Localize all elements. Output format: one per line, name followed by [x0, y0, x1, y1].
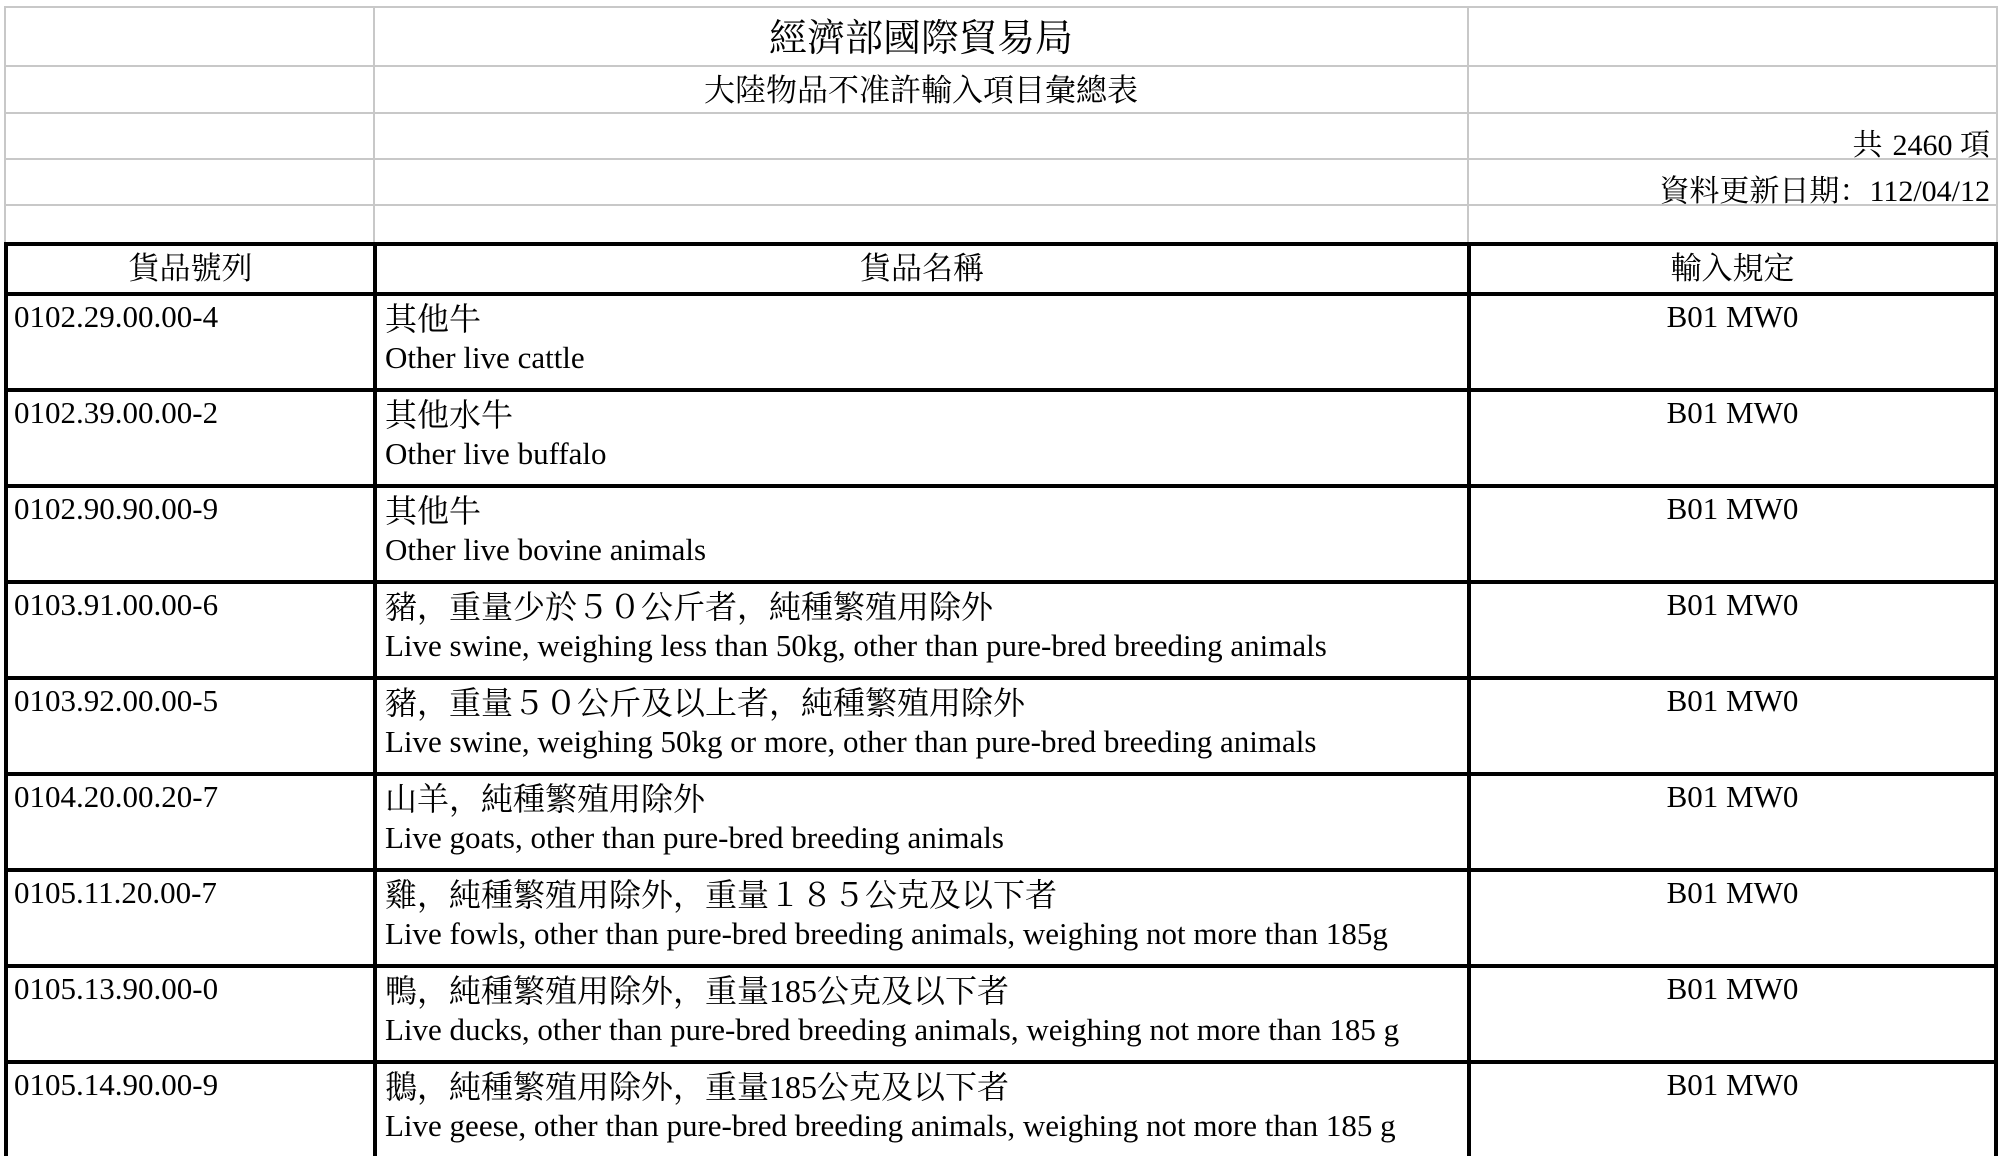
cell-name[interactable] [373, 484, 1467, 580]
cell[interactable] [373, 112, 1467, 158]
updated-row [4, 158, 1998, 208]
column-header-code[interactable]: 貨品號列 [4, 242, 373, 292]
column-header-name[interactable]: 貨品名稱 [373, 242, 1467, 292]
table-row [4, 964, 1998, 1060]
subtitle-row [4, 65, 1998, 112]
goods-table [4, 242, 1998, 1156]
cell[interactable] [373, 204, 1467, 242]
cell-code[interactable] [4, 772, 373, 868]
goods-name-zh: 其他牛 [385, 493, 482, 529]
cell-rule[interactable] [1467, 868, 1998, 964]
cell[interactable] [1467, 6, 1998, 65]
update-label: 資料更新日期： [1659, 175, 1870, 208]
table-row [4, 484, 1998, 580]
page-subtitle: 大陸物品不准許輸入項目彙總表 [704, 73, 1138, 108]
cell-code[interactable] [4, 964, 373, 1060]
table-row [4, 1060, 1998, 1156]
cell[interactable] [1467, 204, 1998, 242]
cell-code[interactable] [4, 676, 373, 772]
cell-name[interactable] [373, 772, 1467, 868]
total-row [4, 112, 1998, 162]
cell[interactable] [1467, 112, 1998, 162]
cell-name[interactable] [373, 1060, 1467, 1156]
cell-code[interactable] [4, 868, 373, 964]
import-rule: B01 MW0 [1666, 1067, 1799, 1102]
column-header-rule[interactable]: 輸入規定 [1467, 242, 1998, 292]
cell[interactable] [373, 65, 1467, 112]
cell-code[interactable] [4, 388, 373, 484]
goods-code: 0102.90.90.00-9 [14, 491, 219, 526]
cell-code[interactable] [4, 580, 373, 676]
cell[interactable] [4, 6, 373, 65]
goods-name-zh: 豬，重量５０公斤及以上者，純種繁殖用除外 [385, 685, 1026, 721]
import-rule: B01 MW0 [1666, 491, 1799, 526]
import-rule: B01 MW0 [1666, 971, 1799, 1006]
goods-name-en: Live ducks, other than pure-bred breeding animals, weighing not more than 185 g [385, 1012, 1400, 1048]
goods-code: 0104.20.00.20-7 [14, 779, 219, 814]
cell-name[interactable] [373, 964, 1467, 1060]
cell[interactable] [1467, 158, 1998, 208]
goods-name-en: Live swine, weighing 50kg or more, other than pure-bred breeding animals [385, 724, 1317, 760]
cell-code[interactable] [4, 484, 373, 580]
import-rule: B01 MW0 [1666, 395, 1799, 430]
table-row [4, 292, 1998, 388]
import-rule: B01 MW0 [1666, 683, 1799, 718]
goods-code: 0102.29.00.00-4 [14, 299, 219, 334]
cell-name[interactable] [373, 676, 1467, 772]
goods-code: 0103.92.00.00-5 [14, 683, 219, 718]
goods-code: 0102.39.00.00-2 [14, 395, 219, 430]
cell-rule[interactable] [1467, 676, 1998, 772]
table-row [4, 676, 1998, 772]
goods-name-zh: 雞，純種繁殖用除外，重量１８５公克及以下者 [385, 877, 1058, 913]
goods-name-en: Other live bovine animals [385, 532, 707, 568]
import-rule: B01 MW0 [1666, 779, 1799, 814]
goods-code: 0105.11.20.00-7 [14, 875, 217, 910]
total-value: 2460 項 [1892, 129, 1990, 162]
goods-name-en: Live swine, weighing less than 50kg, other than pure-bred breeding animals [385, 628, 1327, 664]
goods-name-en: Live geese, other than pure-bred breeding animals, weighing not more than 185 g [385, 1108, 1396, 1144]
cell[interactable] [1467, 65, 1998, 112]
update-value: 112/04/12 [1869, 175, 1990, 208]
cell-rule[interactable] [1467, 580, 1998, 676]
cell-rule[interactable] [1467, 484, 1998, 580]
cell-rule[interactable] [1467, 964, 1998, 1060]
page-title: 經濟部國際貿易局 [768, 18, 1073, 60]
cell-code[interactable] [4, 1060, 373, 1156]
cell-name[interactable] [373, 292, 1467, 388]
goods-name-en: Live fowls, other than pure-bred breeding animals, weighing not more than 185g [385, 916, 1388, 952]
cell-rule[interactable] [1467, 388, 1998, 484]
cell[interactable] [4, 158, 373, 204]
blank-row [4, 204, 1998, 242]
cell-code[interactable] [4, 292, 373, 388]
goods-name-zh: 其他水牛 [385, 397, 514, 433]
import-rule: B01 MW0 [1666, 299, 1799, 334]
table-row [4, 388, 1998, 484]
table-header [4, 242, 1998, 292]
goods-name-zh: 鴨，純種繁殖用除外，重量185公克及以下者 [385, 973, 1010, 1009]
import-rule: B01 MW0 [1666, 875, 1799, 910]
table-row [4, 868, 1998, 964]
goods-name-en: Other live cattle [385, 340, 585, 376]
import-rule: B01 MW0 [1666, 587, 1799, 622]
cell-name[interactable] [373, 388, 1467, 484]
goods-name-zh: 山羊，純種繁殖用除外 [385, 781, 706, 817]
goods-code: 0103.91.00.00-6 [14, 587, 219, 622]
title-row [4, 6, 1998, 65]
goods-name-zh: 豬，重量少於５０公斤者，純種繁殖用除外 [385, 589, 994, 625]
cell-name[interactable] [373, 580, 1467, 676]
cell[interactable] [4, 112, 373, 158]
goods-name-en: Other live buffalo [385, 436, 607, 472]
goods-name-zh: 其他牛 [385, 301, 482, 337]
cell[interactable] [373, 158, 1467, 204]
goods-code: 0105.13.90.00-0 [14, 971, 219, 1006]
cell[interactable] [373, 6, 1467, 65]
total-prefix: 共 [1852, 129, 1883, 162]
cell-rule[interactable] [1467, 772, 1998, 868]
cell-name[interactable] [373, 868, 1467, 964]
table-row [4, 580, 1998, 676]
goods-name-en: Live goats, other than pure-bred breeding animals [385, 820, 1004, 856]
cell-rule[interactable] [1467, 292, 1998, 388]
cell[interactable] [4, 65, 373, 112]
goods-code: 0105.14.90.00-9 [14, 1067, 219, 1102]
cell[interactable] [4, 204, 373, 242]
table-row [4, 772, 1998, 868]
goods-name-zh: 鵝，純種繁殖用除外，重量185公克及以下者 [385, 1069, 1010, 1105]
cell-rule[interactable] [1467, 1060, 1998, 1156]
